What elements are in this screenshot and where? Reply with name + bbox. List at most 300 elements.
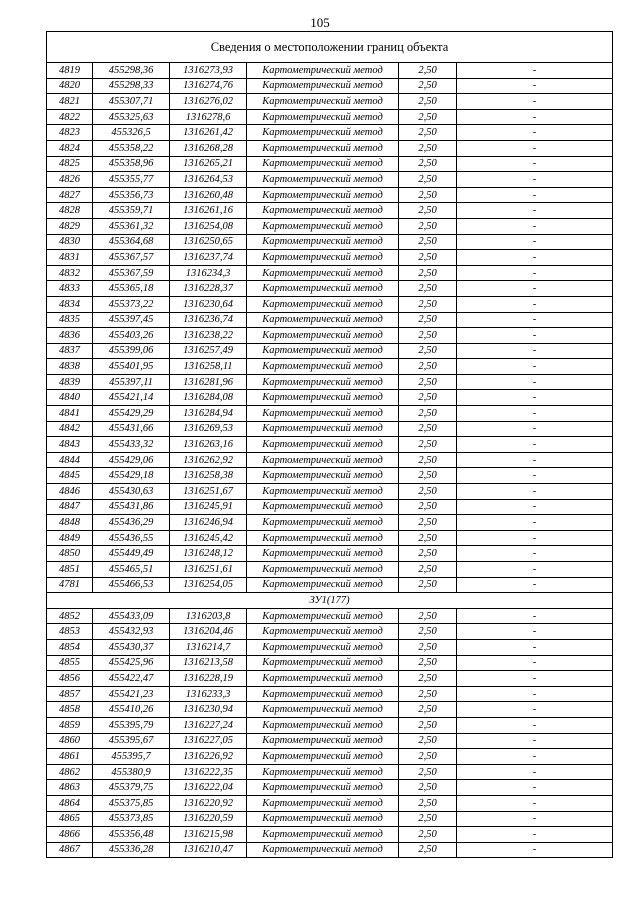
accuracy-cell: 2,50 [399, 546, 457, 562]
y-coordinate-cell: 1316265,21 [170, 156, 247, 172]
method-cell: Картометрический метод [247, 172, 399, 188]
y-coordinate-cell: 1316263,16 [170, 437, 247, 453]
method-cell: Картометрический метод [247, 827, 399, 843]
x-coordinate-cell: 455373,22 [93, 296, 170, 312]
description-cell: - [457, 109, 613, 125]
point-number-cell: 4829 [47, 218, 93, 234]
description-cell: - [457, 639, 613, 655]
accuracy-cell: 2,50 [399, 390, 457, 406]
accuracy-cell: 2,50 [399, 686, 457, 702]
y-coordinate-cell: 1316213,58 [170, 655, 247, 671]
description-cell: - [457, 608, 613, 624]
table-row [47, 203, 613, 219]
y-coordinate-cell: 1316264,53 [170, 172, 247, 188]
accuracy-cell: 2,50 [399, 717, 457, 733]
accuracy-cell: 2,50 [399, 94, 457, 110]
accuracy-cell: 2,50 [399, 749, 457, 765]
accuracy-cell: 2,50 [399, 312, 457, 328]
description-cell: - [457, 281, 613, 297]
page-number: 105 [310, 15, 330, 30]
table-row [47, 250, 613, 266]
point-number-cell: 4855 [47, 655, 93, 671]
method-cell: Картометрический метод [247, 250, 399, 266]
accuracy-cell: 2,50 [399, 702, 457, 718]
table-row [47, 842, 613, 858]
description-cell: - [457, 749, 613, 765]
point-number-cell: 4839 [47, 374, 93, 390]
point-number-cell: 4845 [47, 468, 93, 484]
method-cell: Картометрический метод [247, 639, 399, 655]
table-row [47, 795, 613, 811]
accuracy-cell: 2,50 [399, 78, 457, 94]
method-cell: Картометрический метод [247, 140, 399, 156]
y-coordinate-cell: 1316227,05 [170, 733, 247, 749]
method-cell: Картометрический метод [247, 795, 399, 811]
accuracy-cell: 2,50 [399, 562, 457, 578]
x-coordinate-cell: 455399,06 [93, 343, 170, 359]
description-cell: - [457, 468, 613, 484]
method-cell: Картометрический метод [247, 499, 399, 515]
section-label: ЗУ1(177) [47, 593, 613, 609]
x-coordinate-cell: 455430,63 [93, 484, 170, 500]
table-row [47, 406, 613, 422]
accuracy-cell: 2,50 [399, 655, 457, 671]
point-number-cell: 4825 [47, 156, 93, 172]
description-cell: - [457, 218, 613, 234]
point-number-cell: 4851 [47, 562, 93, 578]
table-row [47, 639, 613, 655]
point-number-cell: 4837 [47, 343, 93, 359]
y-coordinate-cell: 1316254,08 [170, 218, 247, 234]
y-coordinate-cell: 1316245,91 [170, 499, 247, 515]
accuracy-cell: 2,50 [399, 374, 457, 390]
accuracy-cell: 2,50 [399, 281, 457, 297]
method-cell: Картометрический метод [247, 437, 399, 453]
method-cell: Картометрический метод [247, 780, 399, 796]
x-coordinate-cell: 455380,9 [93, 764, 170, 780]
table-row [47, 733, 613, 749]
point-number-cell: 4842 [47, 421, 93, 437]
table-row [47, 624, 613, 640]
point-number-cell: 4866 [47, 827, 93, 843]
point-number-cell: 4836 [47, 328, 93, 344]
description-cell: - [457, 717, 613, 733]
y-coordinate-cell: 1316261,16 [170, 203, 247, 219]
point-number-cell: 4847 [47, 499, 93, 515]
method-cell: Картометрический метод [247, 281, 399, 297]
accuracy-cell: 2,50 [399, 795, 457, 811]
accuracy-cell: 2,50 [399, 515, 457, 531]
table-row [47, 764, 613, 780]
point-number-cell: 4840 [47, 390, 93, 406]
table-row [47, 577, 613, 593]
y-coordinate-cell: 1316268,28 [170, 140, 247, 156]
y-coordinate-cell: 1316230,94 [170, 702, 247, 718]
accuracy-cell: 2,50 [399, 437, 457, 453]
y-coordinate-cell: 1316245,42 [170, 530, 247, 546]
y-coordinate-cell: 1316237,74 [170, 250, 247, 266]
y-coordinate-cell: 1316278,6 [170, 109, 247, 125]
y-coordinate-cell: 1316257,49 [170, 343, 247, 359]
table-title: Сведения о местоположении границ объекта [47, 32, 613, 63]
boundary-coordinates-table [46, 31, 613, 858]
point-number-cell: 4849 [47, 530, 93, 546]
point-number-cell: 4834 [47, 296, 93, 312]
description-cell: - [457, 390, 613, 406]
method-cell: Картометрический метод [247, 811, 399, 827]
method-cell: Картометрический метод [247, 468, 399, 484]
description-cell: - [457, 94, 613, 110]
accuracy-cell: 2,50 [399, 452, 457, 468]
method-cell: Картометрический метод [247, 764, 399, 780]
x-coordinate-cell: 455395,67 [93, 733, 170, 749]
y-coordinate-cell: 1316210,47 [170, 842, 247, 858]
point-number-cell: 4852 [47, 608, 93, 624]
method-cell: Картометрический метод [247, 484, 399, 500]
x-coordinate-cell: 455397,11 [93, 374, 170, 390]
accuracy-cell: 2,50 [399, 530, 457, 546]
x-coordinate-cell: 455356,48 [93, 827, 170, 843]
y-coordinate-cell: 1316258,38 [170, 468, 247, 484]
table-row [47, 546, 613, 562]
x-coordinate-cell: 455429,18 [93, 468, 170, 484]
description-cell: - [457, 187, 613, 203]
method-cell: Картометрический метод [247, 842, 399, 858]
y-coordinate-cell: 1316254,05 [170, 577, 247, 593]
description-cell: - [457, 671, 613, 687]
x-coordinate-cell: 455356,73 [93, 187, 170, 203]
point-number-cell: 4867 [47, 842, 93, 858]
method-cell: Картометрический метод [247, 359, 399, 375]
table-row [47, 156, 613, 172]
y-coordinate-cell: 1316246,94 [170, 515, 247, 531]
x-coordinate-cell: 455425,96 [93, 655, 170, 671]
y-coordinate-cell: 1316260,48 [170, 187, 247, 203]
y-coordinate-cell: 1316284,08 [170, 390, 247, 406]
description-cell: - [457, 406, 613, 422]
method-cell: Картометрический метод [247, 296, 399, 312]
y-coordinate-cell: 1316226,92 [170, 749, 247, 765]
x-coordinate-cell: 455397,45 [93, 312, 170, 328]
accuracy-cell: 2,50 [399, 780, 457, 796]
description-cell: - [457, 764, 613, 780]
x-coordinate-cell: 455355,77 [93, 172, 170, 188]
point-number-cell: 4864 [47, 795, 93, 811]
accuracy-cell: 2,50 [399, 671, 457, 687]
table-row [47, 390, 613, 406]
x-coordinate-cell: 455421,14 [93, 390, 170, 406]
description-cell: - [457, 702, 613, 718]
point-number-cell: 4819 [47, 63, 93, 79]
point-number-cell: 4821 [47, 94, 93, 110]
y-coordinate-cell: 1316215,98 [170, 827, 247, 843]
x-coordinate-cell: 455403,26 [93, 328, 170, 344]
description-cell: - [457, 312, 613, 328]
y-coordinate-cell: 1316250,65 [170, 234, 247, 250]
y-coordinate-cell: 1316222,35 [170, 764, 247, 780]
x-coordinate-cell: 455298,36 [93, 63, 170, 79]
description-cell: - [457, 624, 613, 640]
table-row [47, 562, 613, 578]
table-row [47, 655, 613, 671]
x-coordinate-cell: 455431,86 [93, 499, 170, 515]
description-cell: - [457, 63, 613, 79]
description-cell: - [457, 733, 613, 749]
method-cell: Картометрический метод [247, 562, 399, 578]
accuracy-cell: 2,50 [399, 359, 457, 375]
table-row [47, 281, 613, 297]
point-number-cell: 4833 [47, 281, 93, 297]
table-row [47, 827, 613, 843]
table-row [47, 717, 613, 733]
description-cell: - [457, 811, 613, 827]
accuracy-cell: 2,50 [399, 109, 457, 125]
x-coordinate-cell: 455421,23 [93, 686, 170, 702]
accuracy-cell: 2,50 [399, 234, 457, 250]
table-row [47, 374, 613, 390]
point-number-cell: 4843 [47, 437, 93, 453]
y-coordinate-cell: 1316220,59 [170, 811, 247, 827]
point-number-cell: 4863 [47, 780, 93, 796]
x-coordinate-cell: 455395,7 [93, 749, 170, 765]
description-cell: - [457, 125, 613, 141]
method-cell: Картометрический метод [247, 218, 399, 234]
table-row [47, 671, 613, 687]
x-coordinate-cell: 455401,95 [93, 359, 170, 375]
description-cell: - [457, 546, 613, 562]
description-cell: - [457, 577, 613, 593]
description-cell: - [457, 78, 613, 94]
table-row [47, 499, 613, 515]
y-coordinate-cell: 1316269,53 [170, 421, 247, 437]
point-number-cell: 4820 [47, 78, 93, 94]
table-row [47, 702, 613, 718]
accuracy-cell: 2,50 [399, 406, 457, 422]
method-cell: Картометрический метод [247, 671, 399, 687]
point-number-cell: 4856 [47, 671, 93, 687]
method-cell: Картометрический метод [247, 546, 399, 562]
description-cell: - [457, 827, 613, 843]
description-cell: - [457, 515, 613, 531]
y-coordinate-cell: 1316276,02 [170, 94, 247, 110]
point-number-cell: 4835 [47, 312, 93, 328]
x-coordinate-cell: 455436,29 [93, 515, 170, 531]
method-cell: Картометрический метод [247, 203, 399, 219]
y-coordinate-cell: 1316233,3 [170, 686, 247, 702]
y-coordinate-cell: 1316258,11 [170, 359, 247, 375]
point-number-cell: 4822 [47, 109, 93, 125]
y-coordinate-cell: 1316228,19 [170, 671, 247, 687]
table-row [47, 452, 613, 468]
table-row [47, 359, 613, 375]
method-cell: Картометрический метод [247, 63, 399, 79]
y-coordinate-cell: 1316214,7 [170, 639, 247, 655]
y-coordinate-cell: 1316281,96 [170, 374, 247, 390]
x-coordinate-cell: 455364,68 [93, 234, 170, 250]
accuracy-cell: 2,50 [399, 639, 457, 655]
accuracy-cell: 2,50 [399, 842, 457, 858]
point-number-cell: 4838 [47, 359, 93, 375]
method-cell: Картометрический метод [247, 530, 399, 546]
y-coordinate-cell: 1316228,37 [170, 281, 247, 297]
point-number-cell: 4781 [47, 577, 93, 593]
table-row [47, 265, 613, 281]
x-coordinate-cell: 455429,06 [93, 452, 170, 468]
method-cell: Картометрический метод [247, 577, 399, 593]
method-cell: Картометрический метод [247, 234, 399, 250]
table-body [47, 32, 613, 858]
y-coordinate-cell: 1316220,92 [170, 795, 247, 811]
accuracy-cell: 2,50 [399, 328, 457, 344]
y-coordinate-cell: 1316274,76 [170, 78, 247, 94]
point-number-cell: 4859 [47, 717, 93, 733]
description-cell: - [457, 328, 613, 344]
description-cell: - [457, 343, 613, 359]
x-coordinate-cell: 455433,32 [93, 437, 170, 453]
table-row [47, 811, 613, 827]
description-cell: - [457, 296, 613, 312]
table-row [47, 234, 613, 250]
method-cell: Картометрический метод [247, 390, 399, 406]
method-cell: Картометрический метод [247, 406, 399, 422]
point-number-cell: 4828 [47, 203, 93, 219]
method-cell: Картометрический метод [247, 749, 399, 765]
x-coordinate-cell: 455373,85 [93, 811, 170, 827]
description-cell: - [457, 359, 613, 375]
x-coordinate-cell: 455367,57 [93, 250, 170, 266]
y-coordinate-cell: 1316262,92 [170, 452, 247, 468]
description-cell: - [457, 562, 613, 578]
point-number-cell: 4861 [47, 749, 93, 765]
method-cell: Картометрический метод [247, 156, 399, 172]
point-number-cell: 4844 [47, 452, 93, 468]
table-row [47, 312, 613, 328]
x-coordinate-cell: 455466,53 [93, 577, 170, 593]
y-coordinate-cell: 1316238,22 [170, 328, 247, 344]
description-cell: - [457, 156, 613, 172]
method-cell: Картометрический метод [247, 374, 399, 390]
table-row [47, 140, 613, 156]
x-coordinate-cell: 455465,51 [93, 562, 170, 578]
description-cell: - [457, 780, 613, 796]
accuracy-cell: 2,50 [399, 499, 457, 515]
x-coordinate-cell: 455432,93 [93, 624, 170, 640]
y-coordinate-cell: 1316284,94 [170, 406, 247, 422]
x-coordinate-cell: 455336,28 [93, 842, 170, 858]
accuracy-cell: 2,50 [399, 156, 457, 172]
accuracy-cell: 2,50 [399, 218, 457, 234]
table-row [47, 515, 613, 531]
x-coordinate-cell: 455395,79 [93, 717, 170, 733]
y-coordinate-cell: 1316248,12 [170, 546, 247, 562]
x-coordinate-cell: 455410,26 [93, 702, 170, 718]
point-number-cell: 4846 [47, 484, 93, 500]
description-cell: - [457, 203, 613, 219]
table-row [47, 468, 613, 484]
x-coordinate-cell: 455430,37 [93, 639, 170, 655]
description-cell: - [457, 140, 613, 156]
y-coordinate-cell: 1316273,93 [170, 63, 247, 79]
point-number-cell: 4848 [47, 515, 93, 531]
description-cell: - [457, 250, 613, 266]
accuracy-cell: 2,50 [399, 608, 457, 624]
x-coordinate-cell: 455431,66 [93, 421, 170, 437]
method-cell: Картометрический метод [247, 312, 399, 328]
description-cell: - [457, 686, 613, 702]
point-number-cell: 4862 [47, 764, 93, 780]
y-coordinate-cell: 1316227,24 [170, 717, 247, 733]
x-coordinate-cell: 455358,22 [93, 140, 170, 156]
method-cell: Картометрический метод [247, 733, 399, 749]
x-coordinate-cell: 455436,55 [93, 530, 170, 546]
y-coordinate-cell: 1316251,67 [170, 484, 247, 500]
table-row [47, 421, 613, 437]
point-number-cell: 4826 [47, 172, 93, 188]
accuracy-cell: 2,50 [399, 811, 457, 827]
point-number-cell: 4841 [47, 406, 93, 422]
table-row [47, 78, 613, 94]
point-number-cell: 4853 [47, 624, 93, 640]
description-cell: - [457, 499, 613, 515]
method-cell: Картометрический метод [247, 78, 399, 94]
y-coordinate-cell: 1316251,61 [170, 562, 247, 578]
method-cell: Картометрический метод [247, 125, 399, 141]
method-cell: Картометрический метод [247, 265, 399, 281]
accuracy-cell: 2,50 [399, 577, 457, 593]
description-cell: - [457, 530, 613, 546]
table-row [47, 437, 613, 453]
y-coordinate-cell: 1316261,42 [170, 125, 247, 141]
point-number-cell: 4860 [47, 733, 93, 749]
point-number-cell: 4854 [47, 639, 93, 655]
point-number-cell: 4824 [47, 140, 93, 156]
table-row [47, 328, 613, 344]
x-coordinate-cell: 455358,96 [93, 156, 170, 172]
point-number-cell: 4865 [47, 811, 93, 827]
x-coordinate-cell: 455326,5 [93, 125, 170, 141]
accuracy-cell: 2,50 [399, 172, 457, 188]
point-number-cell: 4827 [47, 187, 93, 203]
table-row [47, 296, 613, 312]
description-cell: - [457, 655, 613, 671]
accuracy-cell: 2,50 [399, 125, 457, 141]
x-coordinate-cell: 455367,59 [93, 265, 170, 281]
table-row [47, 484, 613, 500]
point-number-cell: 4830 [47, 234, 93, 250]
point-number-cell: 4858 [47, 702, 93, 718]
table-row [47, 749, 613, 765]
point-number-cell: 4831 [47, 250, 93, 266]
table-row [47, 94, 613, 110]
table-row [47, 125, 613, 141]
method-cell: Картометрический метод [247, 109, 399, 125]
accuracy-cell: 2,50 [399, 421, 457, 437]
description-cell: - [457, 437, 613, 453]
section-row [47, 593, 613, 609]
method-cell: Картометрический метод [247, 624, 399, 640]
x-coordinate-cell: 455359,71 [93, 203, 170, 219]
accuracy-cell: 2,50 [399, 250, 457, 266]
method-cell: Картометрический метод [247, 655, 399, 671]
table-row [47, 218, 613, 234]
table-row [47, 686, 613, 702]
x-coordinate-cell: 455449,49 [93, 546, 170, 562]
method-cell: Картометрический метод [247, 717, 399, 733]
accuracy-cell: 2,50 [399, 484, 457, 500]
accuracy-cell: 2,50 [399, 827, 457, 843]
y-coordinate-cell: 1316236,74 [170, 312, 247, 328]
method-cell: Картометрический метод [247, 515, 399, 531]
